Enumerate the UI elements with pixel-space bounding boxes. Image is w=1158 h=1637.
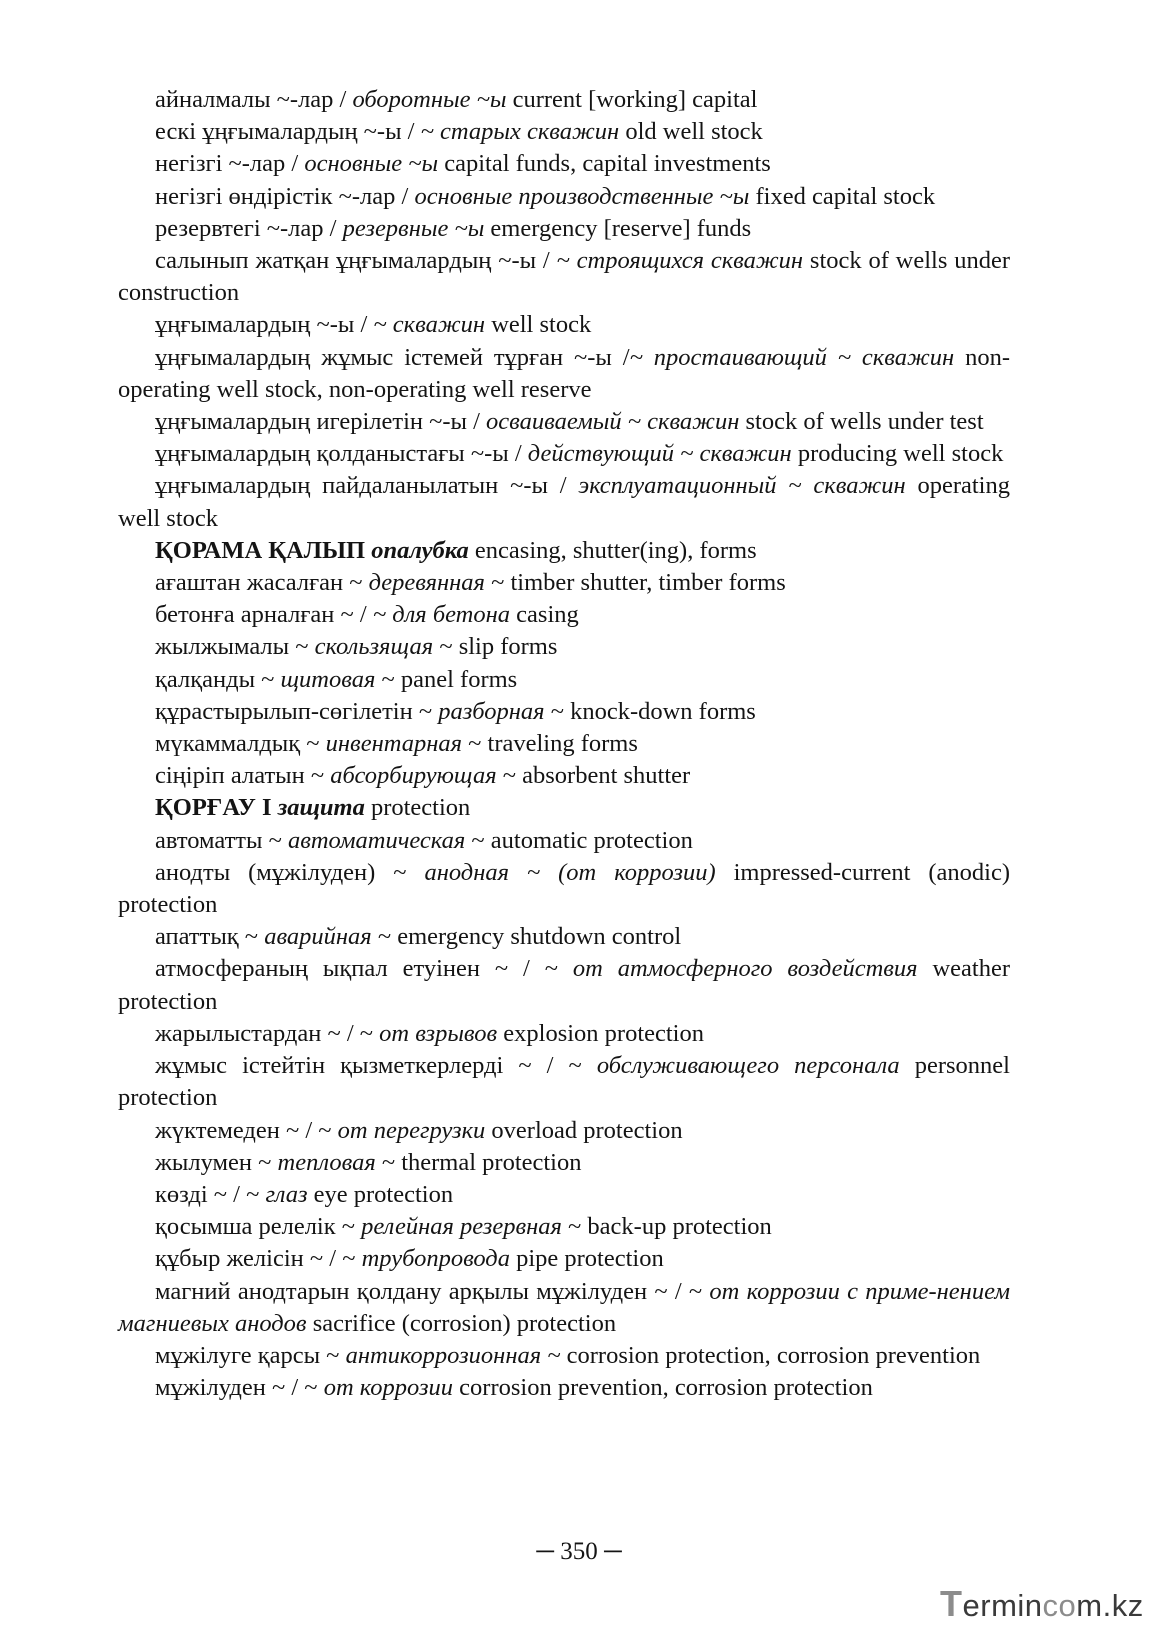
- english-term: ~ emergency shutdown control: [371, 923, 682, 951]
- kazakh-term: анодты (мұжілуден) ~: [155, 858, 425, 886]
- term-entry: [118, 631, 1010, 663]
- russian-term: от коррозии: [323, 1374, 454, 1402]
- term-entry: [118, 1211, 1010, 1243]
- english-term: producing well stock: [791, 440, 1004, 468]
- headword: ҚОРАМА ҚАЛЫП: [155, 536, 372, 564]
- kazakh-term: мүкаммалдық ~: [155, 730, 326, 758]
- kazakh-term: салынып жатқан ұңғымалардың ~-ы /: [155, 247, 557, 275]
- english-term: weather protection: [118, 955, 1010, 1015]
- russian-term: автоматическая: [287, 826, 466, 854]
- russian-term: обслуживающего персонала: [596, 1052, 900, 1080]
- english-term: ~ knock-down forms: [544, 697, 756, 725]
- kazakh-term: қосымша релелік ~: [155, 1213, 362, 1241]
- english-term: ~ automatic protection: [465, 826, 693, 854]
- russian-term: действующий ~ скважин: [527, 440, 792, 468]
- russian-term: оборотные ~ы: [352, 86, 507, 113]
- english-term: ~ absorbent shutter: [496, 762, 691, 790]
- english-term: capital funds, capital investments: [438, 150, 771, 178]
- term-entry: [118, 213, 1010, 245]
- kazakh-term: жүктемеден ~ / ~: [155, 1116, 338, 1144]
- logo-part-a: ermin: [962, 1588, 1043, 1623]
- english-term: current [working] capital: [506, 86, 758, 113]
- term-entry: [118, 1018, 1010, 1050]
- english-term: operating well stock: [118, 472, 1010, 532]
- dictionary-entries: [118, 84, 1010, 1404]
- russian-term: от атмосферного воздействия: [572, 955, 918, 983]
- russian-term: инвентарная: [325, 730, 463, 758]
- kazakh-term: ағаштан жасалған ~: [155, 569, 369, 597]
- russian-term: ~ строящихся скважин: [556, 247, 804, 275]
- english-term: ~ slip forms: [433, 633, 558, 661]
- english-term: non-operating well stock, non-operating well reserve: [118, 343, 1010, 403]
- term-entry: [118, 664, 1010, 696]
- term-entry: [118, 696, 1010, 728]
- english-term: stock of wells under test: [739, 408, 984, 436]
- english-term: emergency [reserve] funds: [484, 214, 752, 242]
- russian-term: глаз: [265, 1180, 308, 1208]
- english-term: encasing, shutter(ing), forms: [468, 536, 757, 564]
- russian-headword: опалубка: [371, 536, 469, 564]
- english-term: personnel protection: [118, 1052, 1010, 1112]
- kazakh-term: ескі ұңғымалардың ~-ы /: [155, 118, 421, 146]
- kazakh-term: жұмыс істейтін қызметкерлерді ~ / ~: [155, 1052, 597, 1080]
- russian-term: абсорбирующая: [330, 762, 497, 790]
- english-term: ~ panel forms: [375, 665, 518, 693]
- english-term: casing: [510, 601, 579, 629]
- term-entry: [118, 599, 1010, 631]
- english-term: stock of wells under construction: [118, 247, 1010, 307]
- term-entry: [118, 760, 1010, 792]
- kazakh-term: құбыр желісін ~ / ~: [155, 1245, 362, 1273]
- english-term: pipe protection: [509, 1245, 664, 1273]
- kazakh-term: мұжілуге қарсы ~: [155, 1341, 346, 1369]
- logo-t: T: [940, 1583, 963, 1624]
- kazakh-term: жылжымалы ~: [155, 633, 315, 661]
- kazakh-term: мұжілуден ~ / ~: [155, 1374, 324, 1402]
- russian-term: эксплуатационный ~ скважин: [578, 472, 906, 500]
- russian-term: тепловая: [277, 1148, 376, 1176]
- english-term: ~ thermal protection: [375, 1148, 582, 1176]
- term-entry: [118, 470, 1010, 534]
- kazakh-term: бетонға арналған ~ /: [155, 601, 373, 629]
- kazakh-term: ұңғымалардың жұмыс істемей тұрған ~-ы /: [155, 343, 630, 371]
- russian-term: ~ простаивающий ~ скважин: [629, 343, 955, 371]
- term-entry: [118, 309, 1010, 341]
- term-entry: [118, 825, 1010, 857]
- kazakh-term: негізгі өндірістік ~-лар /: [155, 182, 415, 210]
- term-entry: [118, 953, 1010, 1017]
- term-entry: [118, 567, 1010, 599]
- term-entry: [118, 1147, 1010, 1179]
- russian-term: разборная: [438, 697, 545, 725]
- term-entry: [118, 728, 1010, 760]
- kazakh-term: жарылыстардан ~ / ~: [155, 1019, 380, 1047]
- english-term: overload protection: [485, 1116, 683, 1144]
- russian-term: трубопровода: [361, 1245, 510, 1273]
- russian-term: релейная резервная: [361, 1213, 562, 1241]
- russian-term: щитовая: [280, 665, 376, 693]
- kazakh-term: ұңғымалардың ~-ы /: [155, 311, 374, 339]
- headword: ҚОРҒАУ I: [155, 794, 278, 822]
- english-term: well stock: [485, 311, 592, 339]
- kazakh-term: резервтегі ~-лар /: [155, 214, 343, 242]
- english-term: eye protection: [307, 1180, 454, 1208]
- term-entry: [118, 84, 1010, 116]
- kazakh-term: ұңғымалардың қолданыстағы ~-ы /: [155, 440, 528, 468]
- kazakh-term: ұңғымалардың игерілетін ~-ы /: [155, 408, 487, 436]
- russian-term: основные ~ы: [304, 150, 439, 178]
- term-entry: [118, 1179, 1010, 1211]
- russian-term: от взрывов: [379, 1019, 498, 1047]
- russian-term: скользящая: [314, 633, 434, 661]
- kazakh-term: құрастырылып-сөгілетін ~: [155, 697, 439, 725]
- term-entry: [118, 921, 1010, 953]
- term-entry: [118, 857, 1010, 921]
- page-number: ─ 350 ─: [536, 1538, 622, 1565]
- term-entry: [118, 406, 1010, 438]
- russian-term: ~ скважин: [373, 311, 486, 339]
- russian-term: ~ для бетона: [372, 601, 511, 629]
- english-term: old well stock: [619, 118, 763, 146]
- english-term: corrosion protection, corrosion prevention: [560, 1341, 981, 1369]
- kazakh-term: жылумен ~: [155, 1148, 278, 1176]
- kazakh-term: көзді ~ / ~: [155, 1180, 266, 1208]
- term-entry: [118, 181, 1010, 213]
- russian-term: ~ старых скважин: [420, 118, 620, 146]
- russian-term: резервные ~ы: [342, 214, 485, 242]
- russian-headword: защита: [277, 794, 365, 822]
- english-term: corrosion prevention, corrosion protection: [453, 1374, 873, 1402]
- kazakh-term: айналмалы ~-лар /: [155, 86, 353, 113]
- logo-part-b: m.kz: [1076, 1588, 1144, 1623]
- kazakh-term: сіңіріп алатын ~: [155, 762, 331, 790]
- english-term: sacrifice (corrosion) protection: [306, 1309, 617, 1337]
- term-entry: [118, 1115, 1010, 1147]
- english-term: protection: [364, 794, 471, 822]
- term-entry: [118, 342, 1010, 406]
- russian-term: от перегрузки: [337, 1116, 486, 1144]
- term-entry: [118, 438, 1010, 470]
- russian-term: анодная ~ (от коррозии): [424, 858, 716, 886]
- kazakh-term: қалқанды ~: [155, 665, 281, 693]
- headword-entry: [118, 535, 1010, 567]
- english-term: ~ timber shutter, timber forms: [484, 569, 786, 597]
- term-entry: [118, 1276, 1010, 1340]
- kazakh-term: атмосфераның ықпал етуінен ~ / ~: [155, 955, 573, 983]
- kazakh-term: автоматты ~: [155, 826, 288, 854]
- logo-part-o: co: [1042, 1588, 1077, 1623]
- english-term: ~ back-up protection: [561, 1213, 772, 1241]
- term-entry: [118, 245, 1010, 309]
- term-entry: [118, 1340, 1010, 1372]
- headword-entry: [118, 792, 1010, 824]
- term-entry: [118, 148, 1010, 180]
- russian-term: от коррозии с приме-нением магниевых анодов: [118, 1277, 1010, 1337]
- russian-term: аварийная: [264, 923, 372, 951]
- term-entry: [118, 116, 1010, 148]
- russian-term: деревянная: [368, 569, 485, 597]
- term-entry: [118, 1372, 1010, 1404]
- russian-term: осваиваемый ~ скважин: [486, 408, 740, 436]
- kazakh-term: магний анодтарын қолдану арқылы мұжілуден ~ / ~: [155, 1277, 710, 1305]
- english-term: fixed capital stock: [749, 182, 936, 210]
- termincom-logo[interactable]: [940, 1583, 1145, 1623]
- english-term: explosion protection: [497, 1019, 704, 1047]
- term-entry: [118, 1050, 1010, 1114]
- russian-term: основные производственные ~ы: [414, 182, 750, 210]
- english-term: impressed-current (anodic) protection: [118, 858, 1011, 919]
- kazakh-term: негізгі ~-лар /: [155, 150, 305, 178]
- term-entry: [118, 1243, 1010, 1275]
- russian-term: антикоррозионная ~: [345, 1341, 561, 1369]
- english-term: ~ traveling forms: [462, 730, 638, 758]
- kazakh-term: ұңғымалардың пайдаланылатын ~-ы /: [155, 472, 579, 500]
- kazakh-term: апаттық ~: [155, 923, 265, 951]
